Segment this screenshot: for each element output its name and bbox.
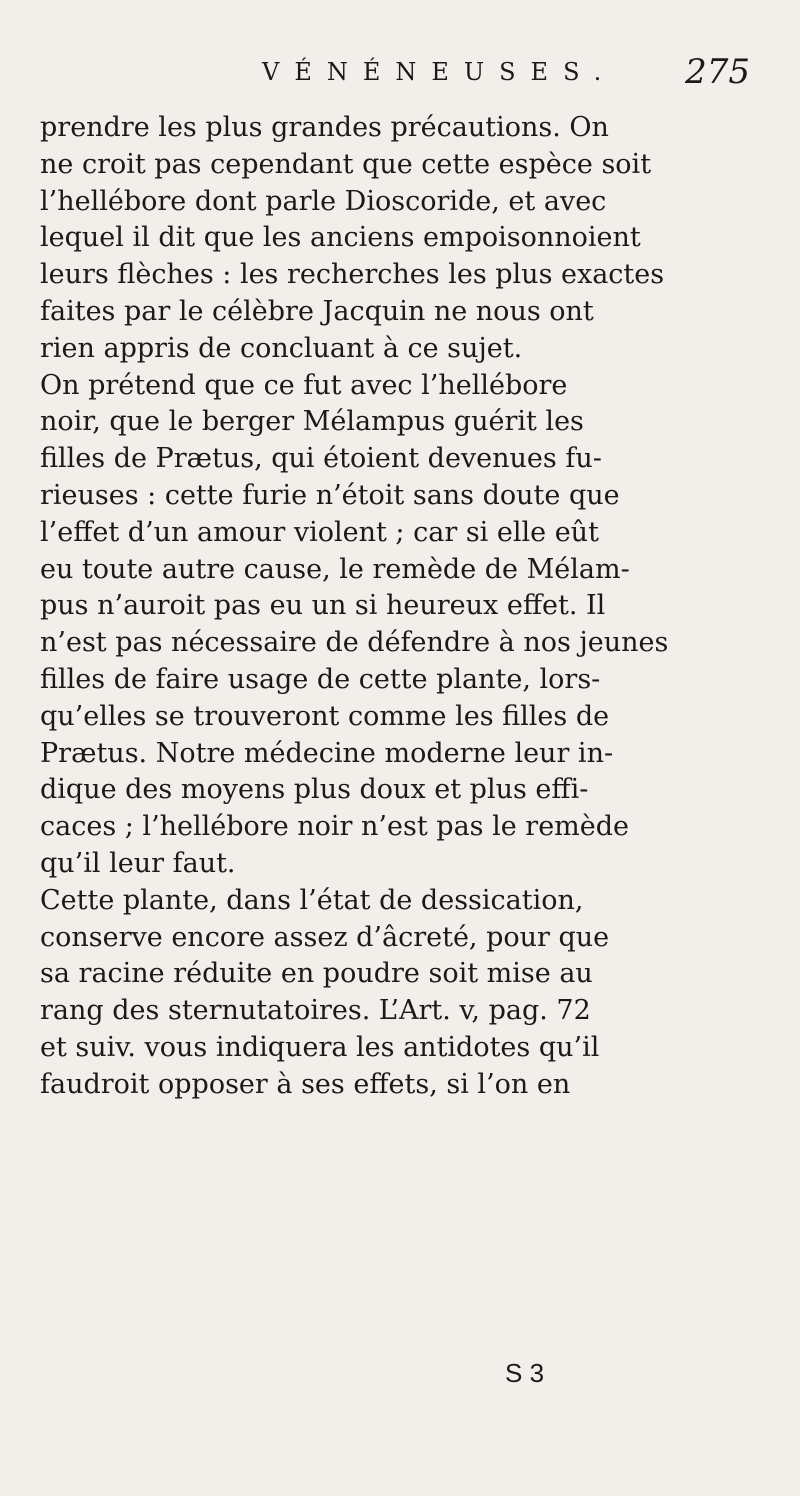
text-line: leurs flèches : les recherches les plus exactes bbox=[40, 259, 665, 291]
text-line: dique des moyens plus doux et plus effi- bbox=[40, 774, 589, 806]
text-line: sa racine réduite en poudre soit mise au bbox=[40, 958, 593, 990]
text-line: eu toute autre cause, le remède de Mélam- bbox=[40, 553, 630, 585]
text-line: l’hellébore dont parle Dioscoride, et avec bbox=[40, 185, 607, 217]
text-line: ne croit pas cependant que cette espèce soit bbox=[40, 148, 652, 180]
text-line: caces ; l’hellébore noir n’est pas le remède bbox=[40, 811, 630, 843]
text-line: Prætus. Notre médecine moderne leur in- bbox=[40, 737, 614, 769]
text-line: lequel il dit que les anciens empoisonnoient bbox=[40, 222, 641, 254]
text-line: faites par le célèbre Jacquin ne nous ont bbox=[40, 295, 594, 327]
signature-mark: S 3 bbox=[505, 1358, 545, 1388]
text-line: On prétend que ce fut avec l’hellébore bbox=[40, 369, 568, 401]
text-line: filles de Prætus, qui étoient devenues fu- bbox=[40, 443, 602, 475]
text-line: l’effet d’un amour violent ; car si elle eût bbox=[40, 516, 599, 548]
text-line: prendre les plus grandes précautions. On bbox=[40, 112, 609, 143]
text-line: conserve encore assez d’âcreté, pour que bbox=[40, 921, 610, 953]
text-line: filles de faire usage de cette plante, lors- bbox=[40, 663, 601, 695]
running-head: VÉNÉNEUSES. bbox=[262, 58, 617, 86]
text-line: faudroit opposer à ses effets, si l’on en bbox=[40, 1068, 571, 1100]
text-line: et suiv. vous indiquera les antidotes qu’il bbox=[40, 1031, 600, 1063]
text-line: rien appris de concluant à ce sujet. bbox=[40, 332, 523, 364]
page-number: 275 bbox=[685, 52, 750, 92]
text-line: qu’il leur faut. bbox=[40, 847, 236, 879]
text-line: pus n’auroit pas eu un si heureux effet. Il bbox=[40, 590, 606, 622]
text-line: rieuses : cette furie n’étoit sans doute que bbox=[40, 479, 620, 511]
text-line: noir, que le berger Mélampus guérit les bbox=[40, 406, 584, 438]
body-text bbox=[40, 110, 740, 1104]
text-line: n’est pas nécessaire de défendre à nos jeunes bbox=[40, 627, 669, 659]
page-header bbox=[240, 52, 750, 96]
text-line: Cette plante, dans l’état de dessication, bbox=[40, 884, 584, 916]
text-line: rang des sternutatoires. L’Art. v, pag. 72 bbox=[40, 995, 591, 1027]
text-line: qu’elles se trouveront comme les filles de bbox=[40, 700, 610, 732]
